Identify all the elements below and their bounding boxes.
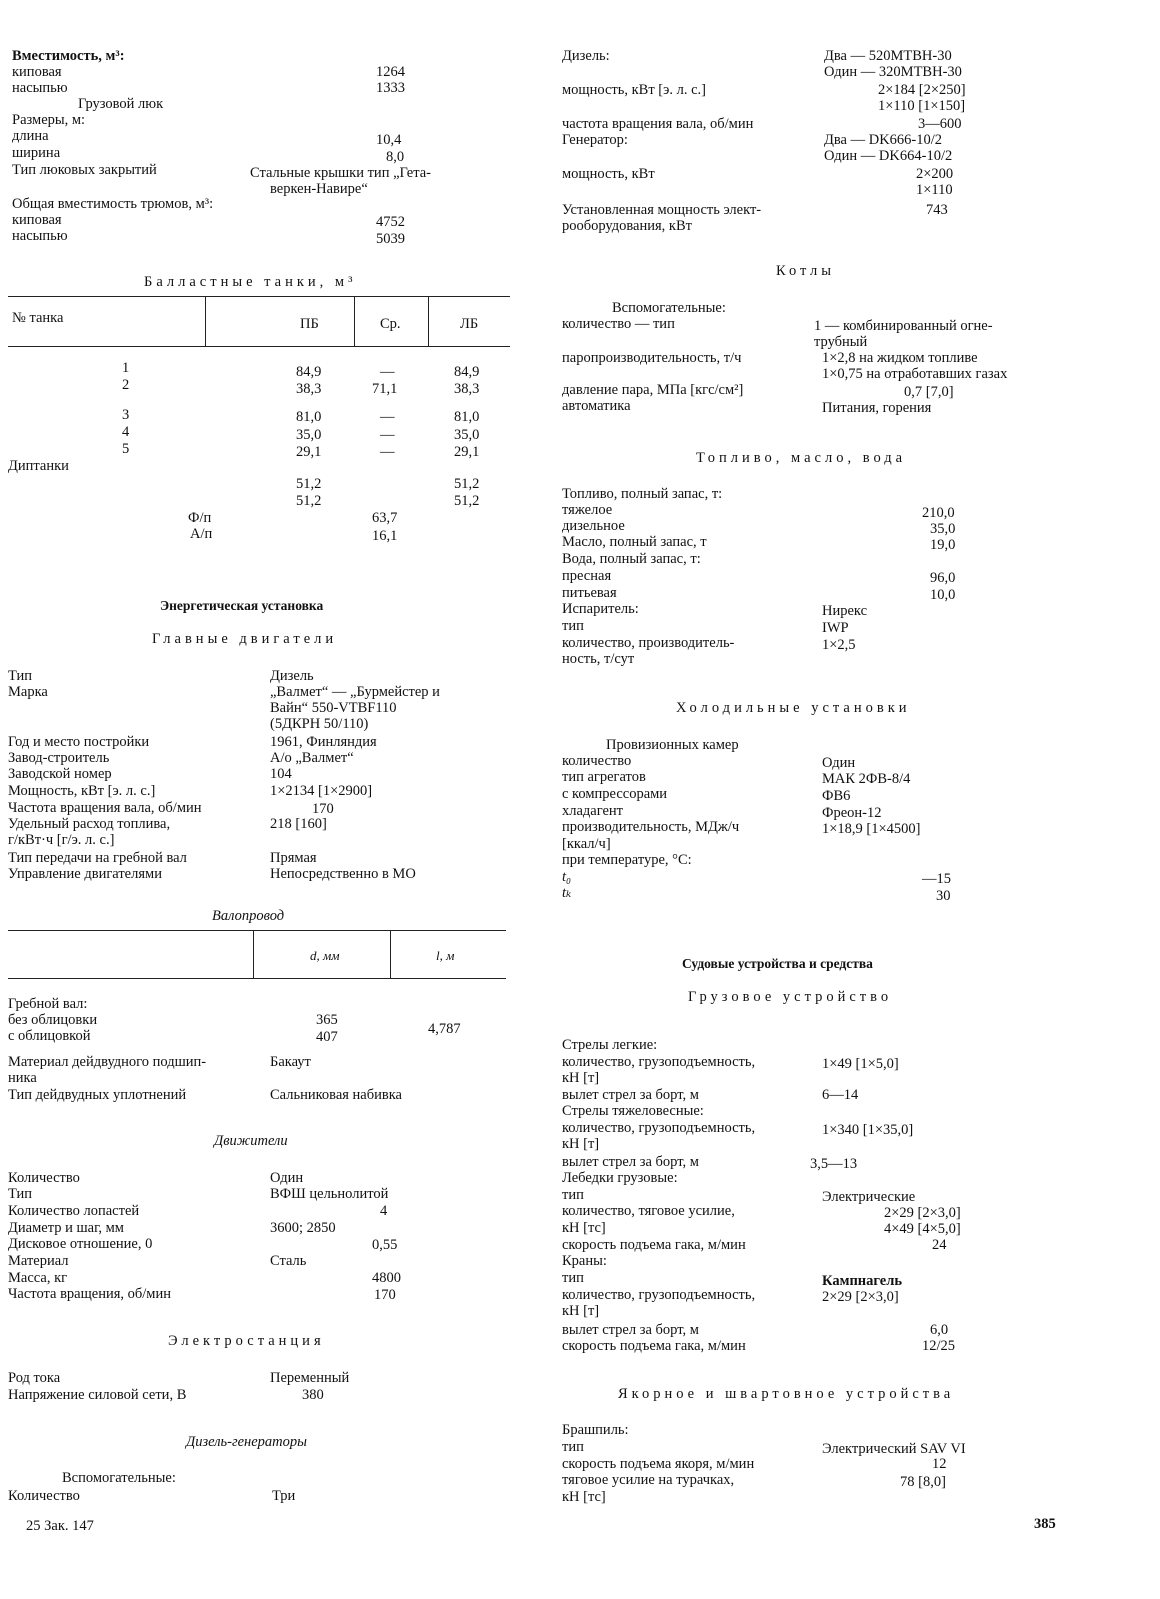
- diesel-value-2: Один — 320MTBH-30: [824, 64, 962, 80]
- tank-number: 1: [122, 360, 130, 376]
- evaporator-type-label: тип: [562, 618, 584, 634]
- drinking-water-label: питьевая: [562, 585, 617, 601]
- tank-pb: 81,0: [296, 409, 322, 425]
- automation-label: автоматика: [562, 398, 631, 414]
- boiler-qty-value-1: 1 — комбинированный огне-: [814, 318, 993, 334]
- winch-type-label: тип: [562, 1187, 584, 1203]
- cover-value-1: Стальные крышки тип „Гета-: [250, 165, 432, 181]
- length-value: 10,4: [376, 132, 402, 148]
- seal-label: Тип дейдвудных уплотнений: [8, 1087, 187, 1103]
- mass-label: Масса, кг: [8, 1270, 68, 1286]
- steam-label: паропроизводительность, т/ч: [562, 350, 742, 366]
- power-title: Энергетическая установка: [160, 598, 324, 613]
- boiler-qty-label: количество — тип: [562, 316, 675, 332]
- cover-value-2: веркен-Навире“: [270, 181, 368, 197]
- crane-qty-value: 2×29 [2×3,0]: [822, 1289, 899, 1305]
- tank-sr: 71,1: [372, 381, 398, 397]
- crane-type-label: тип: [562, 1270, 584, 1286]
- material-label: Материал: [8, 1253, 69, 1269]
- ballast-top-rule: [8, 296, 510, 297]
- engine-power-value: 1×2134 [1×2900]: [270, 783, 373, 799]
- ballast-header-tank: № танка: [12, 310, 64, 326]
- diesel-label: Дизель:: [562, 48, 610, 64]
- installed-power-label-2: рооборудования, кВт: [562, 218, 692, 234]
- light-booms-outreach-label: вылет стрел за борт, м: [562, 1087, 699, 1103]
- transmission-label: Тип передачи на гребной вал: [8, 850, 187, 866]
- shaft-header-l: l, м: [436, 948, 455, 963]
- props-rpm-value: 170: [374, 1287, 396, 1303]
- fresh-water-value: 96,0: [930, 570, 956, 586]
- crane-type-value: Кампнагель: [822, 1273, 903, 1289]
- shaft-length-value: 4,787: [428, 1021, 461, 1037]
- year-label: Год и место постройки: [8, 734, 150, 750]
- page-number: 385: [1034, 1516, 1056, 1532]
- evaporator-label: Испаритель:: [562, 601, 639, 617]
- engine-make-value-1: „Валмет“ — „Бурмейстер и: [270, 684, 440, 700]
- steam-value-2: 1×0,75 на отработавших газах: [822, 366, 1008, 382]
- winch-qty-value-1: 2×29 [2×3,0]: [884, 1205, 961, 1221]
- engine-rpm-label: Частота вращения вала, об/мин: [8, 800, 202, 816]
- oil-label: Масло, полный запас, т: [562, 534, 707, 550]
- diesel-power-value-2: 1×110 [1×150]: [878, 98, 966, 114]
- diesel-value-1: Два — 520MTBH-30: [824, 48, 952, 64]
- tank-pb: 38,3: [296, 381, 322, 397]
- refrigeration-title: Холодильные установки: [676, 700, 911, 716]
- drinking-water-value: 10,0: [930, 587, 956, 603]
- warping-pull-label-1: тяговое усилие на турачках,: [562, 1472, 735, 1488]
- diameter-label: Диаметр и шаг, мм: [8, 1220, 124, 1236]
- anchor-speed-value: 12: [932, 1456, 947, 1472]
- tank-number: 5: [122, 441, 130, 457]
- dg-qty-label: Количество: [8, 1488, 80, 1504]
- provision-label: Провизионных камер: [606, 737, 739, 753]
- diesel-rpm-value: 3—600: [918, 116, 962, 132]
- bearing-label-1: Материал дейдвудного подшип-: [8, 1054, 207, 1070]
- fuel-consumption-label-1: Удельный расход топлива,: [8, 816, 171, 832]
- warping-pull-label-2: кН [тс]: [562, 1489, 606, 1505]
- tank-number: 3: [122, 407, 130, 423]
- crane-outreach-label: вылет стрел за борт, м: [562, 1322, 699, 1338]
- installed-power-value: 743: [926, 202, 948, 218]
- engine-rpm-value: 170: [312, 801, 334, 817]
- tank-lb: 35,0: [454, 427, 480, 443]
- tank-lb: 81,0: [454, 409, 480, 425]
- serial-label: Заводской номер: [8, 766, 112, 782]
- afterpeak-value: 16,1: [372, 528, 398, 544]
- winch-type-value: Электрические: [822, 1189, 916, 1205]
- pressure-label: давление пара, МПа [кгс/см²]: [562, 382, 744, 398]
- elec-title: Электростанция: [168, 1333, 325, 1349]
- winches-label: Лебедки грузовые:: [562, 1170, 678, 1186]
- main-engines-title: Главные двигатели: [152, 631, 338, 647]
- total-bale-label: киповая: [12, 212, 62, 228]
- lining-value: 407: [316, 1029, 338, 1045]
- diesel-power-label: мощность, кВт [э. л. с.]: [562, 82, 706, 98]
- current-value: Переменный: [270, 1370, 350, 1386]
- crane-qty-label-2: кН [т]: [562, 1303, 600, 1319]
- refr-unit-value: МАК 2ФВ-8/4: [822, 771, 911, 787]
- tank-number: 2: [122, 377, 130, 393]
- diesel-power-value-1: 2×184 [2×250]: [878, 82, 966, 98]
- evaporator-capacity-label-1: количество, производитель-: [562, 635, 735, 651]
- forepeak-value: 63,7: [372, 510, 398, 526]
- windlass-type-label: тип: [562, 1439, 584, 1455]
- light-booms-qty-label-2: кН [т]: [562, 1070, 600, 1086]
- temperature-label: при температуре, °С:: [562, 852, 692, 868]
- dg-title: Дизель-генераторы: [186, 1434, 307, 1450]
- total-bale-value: 4752: [376, 214, 405, 230]
- evaporator-type-value: IWP: [822, 620, 849, 636]
- ballast-header-lb: ЛБ: [460, 316, 479, 332]
- volume-label: Вместимость, м³:: [12, 48, 125, 64]
- width-value: 8,0: [386, 149, 405, 165]
- tank-pb: 84,9: [296, 364, 322, 380]
- dims-label: Размеры, м:: [12, 112, 86, 128]
- total-volume-label: Общая вместимость трюмов, м³:: [12, 196, 214, 212]
- shaft-divider-1: [253, 930, 254, 978]
- diesel-rpm-label: частота вращения вала, об/мин: [562, 116, 754, 132]
- diameter-value: 3600; 2850: [270, 1220, 336, 1236]
- evaporator-capacity-label-2: ность, т/сут: [562, 651, 635, 667]
- disc-value: 0,55: [372, 1237, 398, 1253]
- cover-label: Тип люковых закрытий: [12, 162, 157, 178]
- engine-make-value-2: Вайн“ 550-VTBF110: [270, 700, 397, 716]
- year-value: 1961, Финляндия: [270, 734, 377, 750]
- voltage-label: Напряжение силовой сети, В: [8, 1387, 187, 1403]
- heavy-booms-label: Стрелы тяжеловесные:: [562, 1103, 704, 1119]
- water-label: Вода, полный запас, т:: [562, 551, 701, 567]
- light-booms-outreach-value: 6—14: [822, 1087, 859, 1103]
- props-qty-value: Один: [270, 1170, 304, 1186]
- t0-label: t₀: [562, 869, 572, 885]
- evaporator-value: Нирекс: [822, 603, 868, 619]
- props-qty-label: Количество: [8, 1170, 80, 1186]
- windlass-type-value: Электрический SAV VI: [822, 1441, 966, 1457]
- generator-value-1: Два — DK666-10/2: [824, 132, 943, 148]
- light-booms-qty-value: 1×49 [1×5,0]: [822, 1056, 899, 1072]
- length-label: длина: [12, 128, 49, 144]
- warping-pull-value: 78 [8,0]: [900, 1474, 946, 1490]
- fuel-consumption-label-2: г/кВт·ч [г/э. л. с.]: [8, 832, 115, 848]
- refr-capacity-label-2: [ккал/ч]: [562, 836, 611, 852]
- ballast-header-pb: ПБ: [300, 316, 319, 332]
- fuel-stock-label: Топливо, полный запас, т:: [562, 486, 723, 502]
- heavy-fuel-value: 210,0: [922, 505, 955, 521]
- lining-label: с облицовкой: [8, 1028, 91, 1044]
- disc-label: Дисковое отношение, 0: [8, 1236, 153, 1252]
- tank-sr: —: [380, 364, 395, 380]
- footer-signature: 25 Зак. 147: [26, 1518, 94, 1534]
- refrigerant-label: хладагент: [562, 803, 624, 819]
- gen-power-value-2: 1×110: [916, 182, 953, 198]
- refrigerant-value: Фреон-12: [822, 805, 882, 821]
- current-label: Род тока: [8, 1370, 61, 1386]
- cranes-label: Краны:: [562, 1253, 607, 1269]
- winch-qty-value-2: 4×49 [4×5,0]: [884, 1221, 961, 1237]
- tank-sr: —: [380, 444, 395, 460]
- diptank-lb: 51,2: [454, 493, 480, 509]
- refr-qty-label: количество: [562, 753, 632, 769]
- compressor-label: с компрессорами: [562, 786, 668, 802]
- no-lining-label: без облицовки: [8, 1012, 98, 1028]
- builder-value: А/о „Валмет“: [270, 750, 354, 766]
- shaft-divider-2: [390, 930, 391, 978]
- boiler-qty-value-2: трубный: [814, 334, 868, 350]
- winch-qty-label-2: кН [тс]: [562, 1220, 606, 1236]
- anchor-gear-title: Якорное и швартовное устройства: [618, 1386, 955, 1402]
- automation-value: Питания, горения: [822, 400, 932, 416]
- builder-label: Завод-строитель: [8, 750, 110, 766]
- shaft-header-d: d, мм: [310, 948, 340, 963]
- light-booms-qty-label-1: количество, грузоподъемность,: [562, 1054, 756, 1070]
- cargo-gear-title: Грузовое устройство: [688, 989, 893, 1005]
- engine-type-value: Дизель: [270, 668, 314, 684]
- refr-unit-label: тип агрегатов: [562, 769, 646, 785]
- tank-lb: 29,1: [454, 444, 480, 460]
- prop-shaft-label: Гребной вал:: [8, 996, 88, 1012]
- tank-number: 4: [122, 424, 130, 440]
- heavy-booms-qty-label-2: кН [т]: [562, 1136, 600, 1152]
- props-title: Движители: [214, 1133, 288, 1149]
- refr-qty-value: Один: [822, 755, 856, 771]
- ballast-divider-3: [428, 296, 429, 346]
- gen-power-label: мощность, кВт: [562, 166, 655, 182]
- tk-value: 30: [936, 888, 951, 904]
- devices-title: Судовые устройства и средства: [682, 956, 873, 971]
- tank-sr: —: [380, 427, 395, 443]
- engine-make-label: Марка: [8, 684, 48, 700]
- crane-qty-label-1: количество, грузоподъемность,: [562, 1287, 756, 1303]
- fuel-consumption-value: 218 [160]: [270, 816, 327, 832]
- mass-value: 4800: [372, 1270, 401, 1286]
- afterpeak-label: А/п: [190, 526, 213, 542]
- light-booms-label: Стрелы легкие:: [562, 1037, 658, 1053]
- compressor-value: ФВ6: [822, 788, 851, 804]
- boilers-aux-label: Вспомогательные:: [612, 300, 726, 316]
- fuel-title: Топливо, масло, вода: [696, 450, 907, 466]
- heavy-booms-qty-label-1: количество, грузоподъемность,: [562, 1120, 756, 1136]
- blades-label: Количество лопастей: [8, 1203, 140, 1219]
- bearing-label-2: ника: [8, 1070, 37, 1086]
- ballast-header-sr: Ср.: [380, 316, 401, 332]
- engine-make-value-3: (5ДКРН 50/110): [270, 716, 369, 732]
- shaft-top-rule: [8, 930, 506, 931]
- dg-qty-value: Три: [272, 1488, 296, 1504]
- shaft-title: Валопровод: [212, 908, 285, 924]
- control-value: Непосредственно в МО: [270, 866, 416, 882]
- gen-power-value-1: 2×200: [916, 166, 954, 182]
- forepeak-label: Ф/п: [188, 510, 212, 526]
- crane-speed-value: 12/25: [922, 1338, 956, 1354]
- diptank-pb: 51,2: [296, 493, 322, 509]
- props-rpm-label: Частота вращения, об/мин: [8, 1286, 171, 1302]
- tank-lb: 38,3: [454, 381, 480, 397]
- boilers-title: Котлы: [776, 263, 835, 279]
- diptank-lb: 51,2: [454, 476, 480, 492]
- tank-lb: 84,9: [454, 364, 480, 380]
- heavy-booms-qty-value: 1×340 [1×35,0]: [822, 1122, 914, 1138]
- evaporator-capacity-value: 1×2,5: [822, 637, 856, 653]
- pressure-value: 0,7 [7,0]: [904, 384, 954, 400]
- tank-pb: 29,1: [296, 444, 322, 460]
- winch-speed-label: скорость подъема гака, м/мин: [562, 1237, 746, 1253]
- voltage-value: 380: [302, 1387, 324, 1403]
- generator-value-2: Один — DK664-10/2: [824, 148, 953, 164]
- control-label: Управление двигателями: [8, 866, 162, 882]
- installed-power-label-1: Установленная мощность элект-: [562, 202, 762, 218]
- generator-label: Генератор:: [562, 132, 628, 148]
- diesel-fuel-value: 35,0: [930, 521, 956, 537]
- total-grain-value: 5039: [376, 231, 405, 247]
- bale-value: 1264: [376, 64, 405, 80]
- refr-capacity-label-1: производительность, МДж/ч: [562, 819, 740, 835]
- winch-qty-label-1: количество, тяговое усилие,: [562, 1203, 735, 1219]
- engine-power-label: Мощность, кВт [э. л. с.]: [8, 783, 156, 799]
- transmission-value: Прямая: [270, 850, 317, 866]
- no-lining-value: 365: [316, 1012, 338, 1028]
- props-type-value: ВФШ цельнолитой: [270, 1186, 389, 1202]
- heavy-fuel-label: тяжелое: [562, 502, 613, 518]
- blades-value: 4: [380, 1203, 388, 1219]
- diptank-label: Диптанки: [8, 458, 69, 474]
- grain-label: насыпью: [12, 80, 68, 96]
- crane-speed-label: скорость подъема гака, м/мин: [562, 1338, 746, 1354]
- winch-speed-value: 24: [932, 1237, 947, 1253]
- seal-value: Сальниковая набивка: [270, 1087, 402, 1103]
- ballast-divider-1: [205, 296, 206, 346]
- tank-sr: —: [380, 409, 395, 425]
- bale-label: киповая: [12, 64, 62, 80]
- diesel-fuel-label: дизельное: [562, 518, 625, 534]
- shaft-header-rule: [8, 978, 506, 979]
- t0-value: —15: [922, 871, 951, 887]
- crane-outreach-value: 6,0: [930, 1322, 949, 1338]
- ballast-title: Балластные танки, м³: [144, 274, 357, 290]
- oil-value: 19,0: [930, 537, 956, 553]
- width-label: ширина: [12, 145, 61, 161]
- grain-value: 1333: [376, 80, 405, 96]
- heavy-booms-outreach-value: 3,5—13: [810, 1156, 858, 1172]
- tank-pb: 35,0: [296, 427, 322, 443]
- bearing-value: Бакаут: [270, 1054, 311, 1070]
- anchor-speed-label: скорость подъема якоря, м/мин: [562, 1456, 755, 1472]
- heavy-booms-outreach-label: вылет стрел за борт, м: [562, 1154, 699, 1170]
- ballast-header-rule: [8, 346, 510, 347]
- material-value: Сталь: [270, 1253, 307, 1269]
- windlass-label: Брашпиль:: [562, 1422, 629, 1438]
- engine-type-label: Тип: [8, 668, 33, 684]
- dg-aux-label: Вспомогательные:: [62, 1470, 176, 1486]
- props-type-label: Тип: [8, 1186, 33, 1202]
- tk-label: tₖ: [562, 885, 572, 901]
- serial-value: 104: [270, 766, 292, 782]
- fresh-water-label: пресная: [562, 568, 612, 584]
- hatch-title: Грузовой люк: [78, 96, 164, 112]
- steam-value-1: 1×2,8 на жидком топливе: [822, 350, 978, 366]
- total-grain-label: насыпью: [12, 228, 68, 244]
- diptank-pb: 51,2: [296, 476, 322, 492]
- ballast-divider-2: [354, 296, 355, 346]
- refr-capacity-value: 1×18,9 [1×4500]: [822, 821, 921, 837]
